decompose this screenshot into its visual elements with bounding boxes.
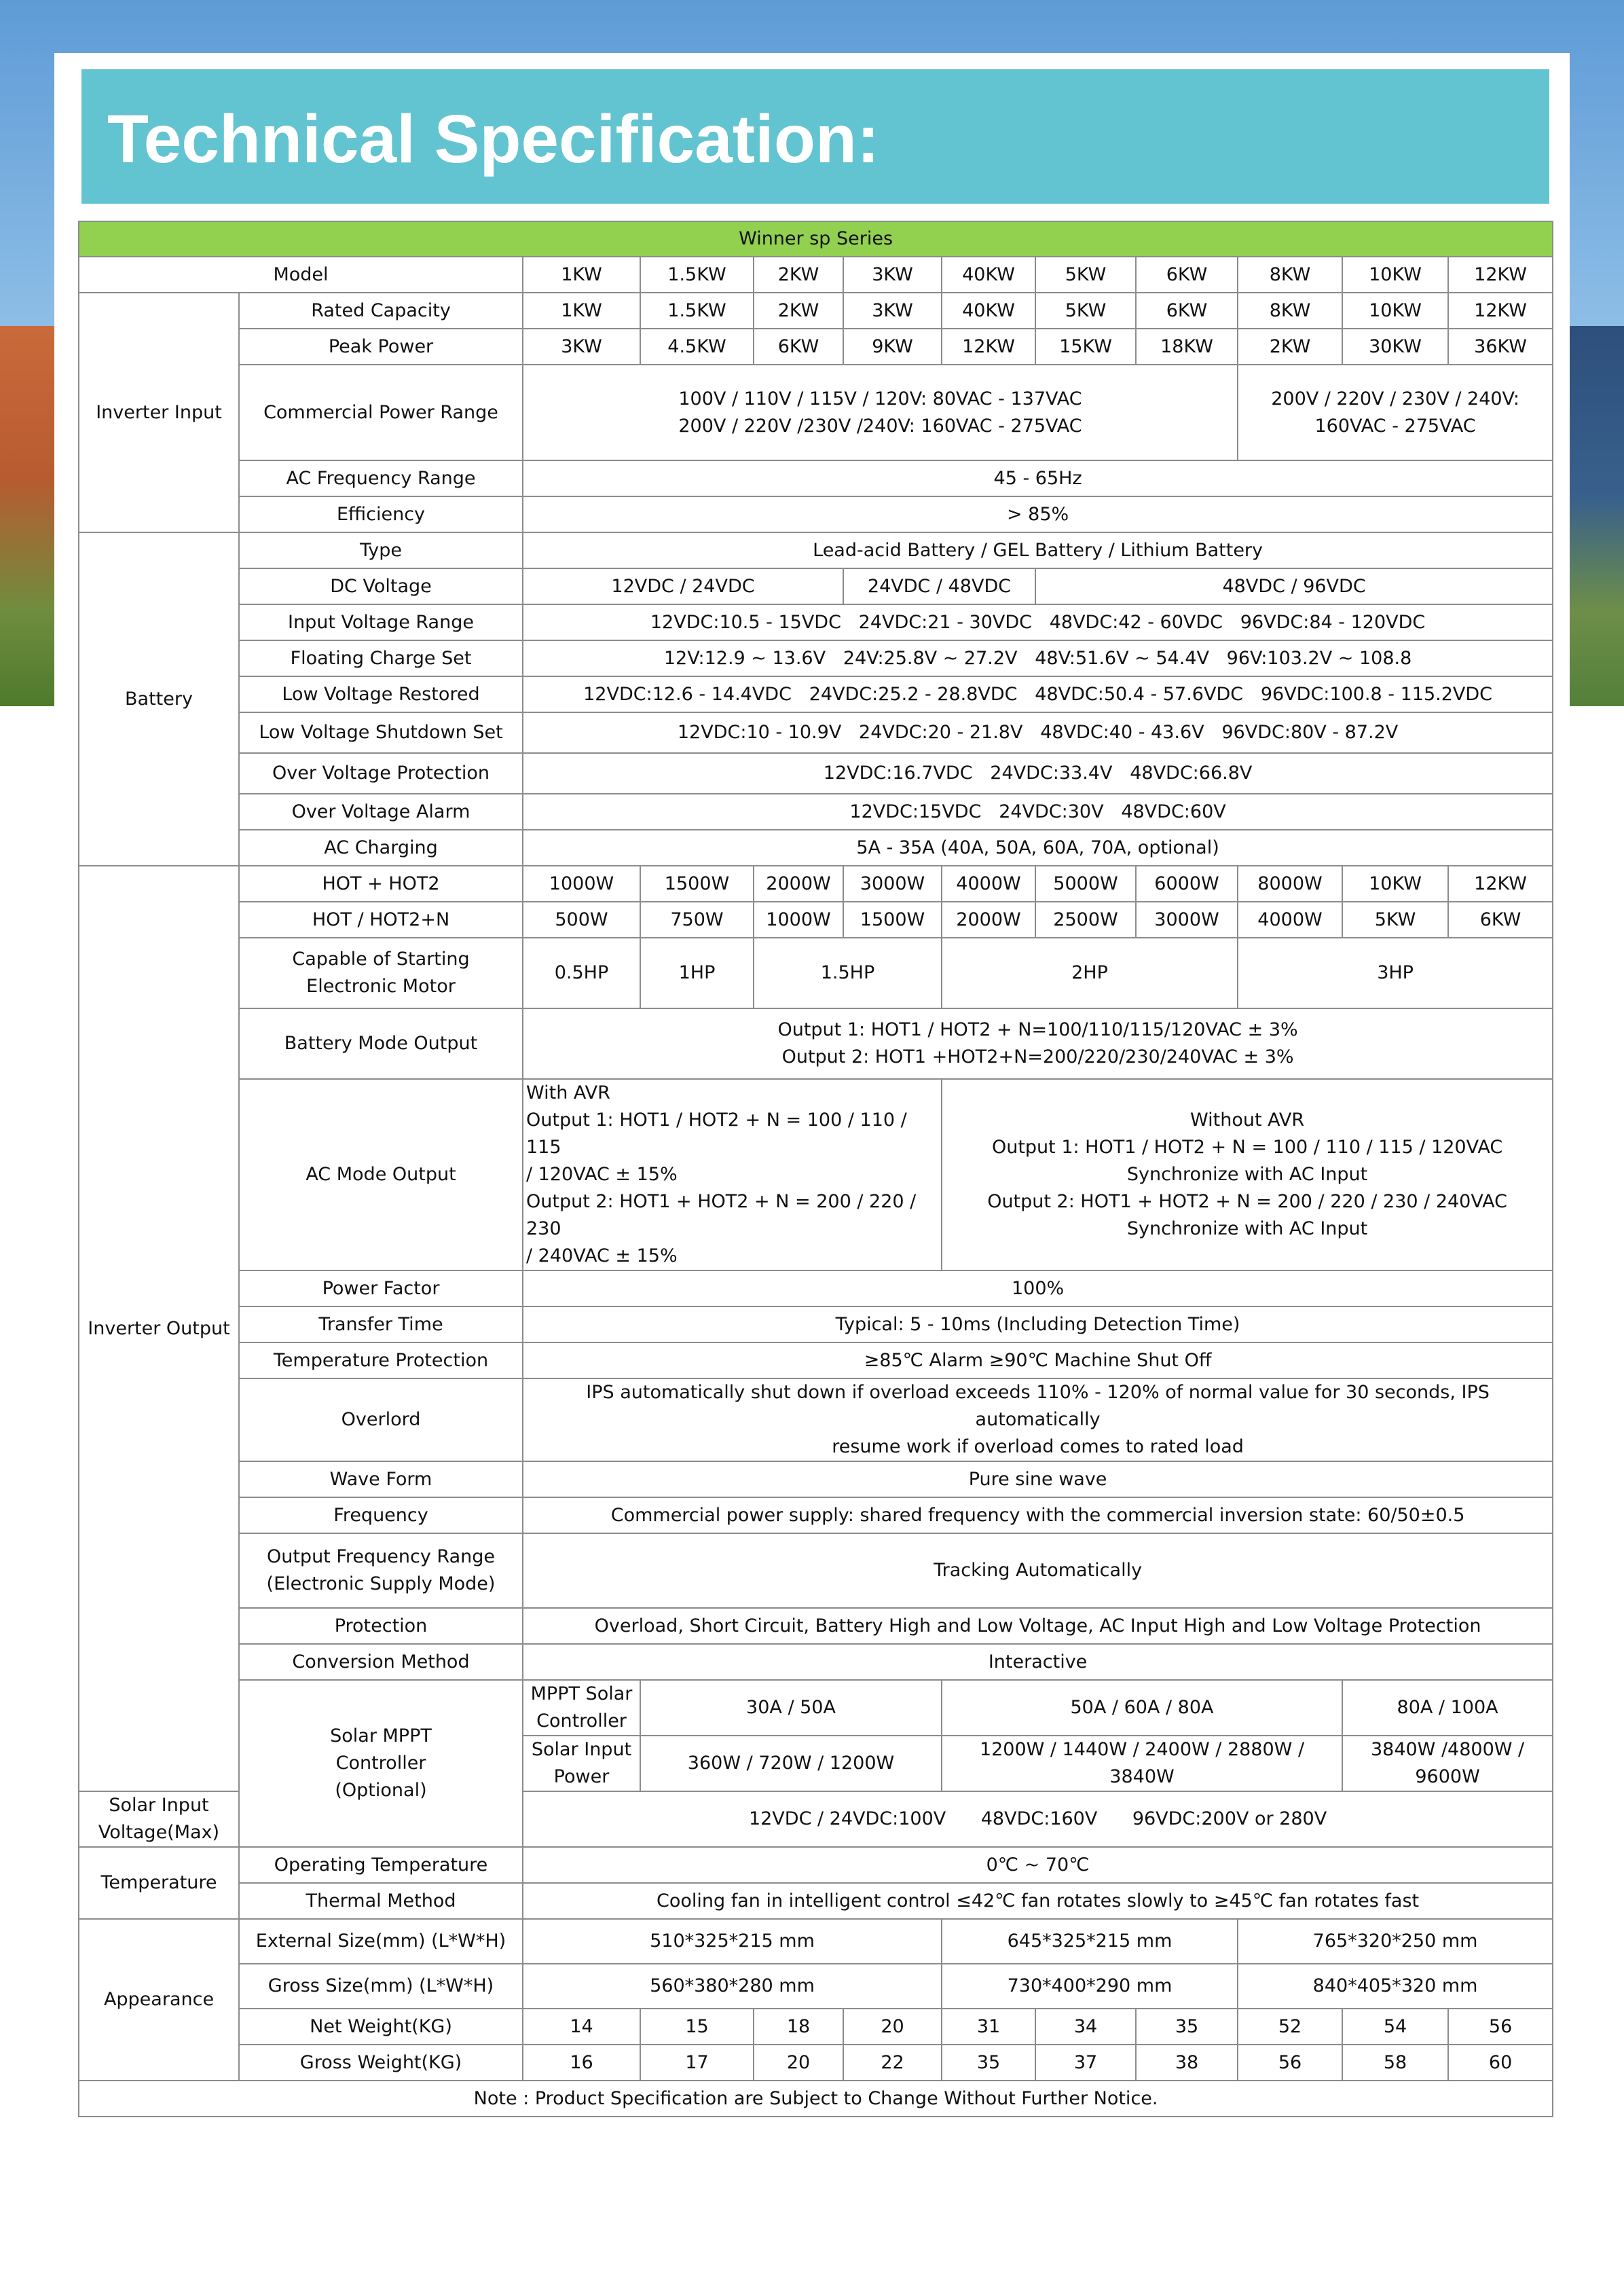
text-line: IPS automatically shut down if overload exceeds 110% - 120% of normal value for 30 seconds, IPS automatically bbox=[586, 1382, 1490, 1430]
cell: 1200W / 1440W / 2400W / 2880W / 3840W bbox=[942, 1736, 1342, 1791]
cell: 20 bbox=[754, 2045, 843, 2081]
text-line: Output 1: HOT1 / HOT2 + N=100/110/115/120VAC ± 3% bbox=[777, 1019, 1298, 1040]
row-label: Efficiency bbox=[239, 496, 523, 532]
text-line: Capable of Starting bbox=[292, 949, 470, 970]
table-row bbox=[79, 2009, 1553, 2045]
row-label: Conversion Method bbox=[239, 1644, 523, 1680]
group-appearance: Appearance bbox=[79, 1919, 239, 2081]
cell: 12KW bbox=[1448, 257, 1553, 293]
cell: Typical: 5 - 10ms (Including Detection Time) bbox=[523, 1306, 1553, 1342]
cell: 24VDC / 48VDC bbox=[843, 568, 1035, 604]
table-row bbox=[79, 293, 1553, 329]
row-label bbox=[239, 938, 523, 1008]
cell: 17 bbox=[640, 2045, 754, 2081]
text-line: (Optional) bbox=[335, 1780, 427, 1801]
cell: 12KW bbox=[942, 329, 1035, 365]
row-label: Net Weight(KG) bbox=[239, 2009, 523, 2045]
cell: 2KW bbox=[1238, 329, 1342, 365]
group-solar-mppt bbox=[239, 1680, 523, 1847]
cell: 22 bbox=[843, 2045, 942, 2081]
cell: Tracking Automatically bbox=[523, 1533, 1553, 1608]
cell: 360W / 720W / 1200W bbox=[640, 1736, 942, 1791]
cell: 1HP bbox=[640, 938, 754, 1008]
cell: 6KW bbox=[1448, 902, 1553, 938]
table-row bbox=[79, 1497, 1553, 1533]
model-row bbox=[79, 257, 1553, 293]
cell: 6KW bbox=[754, 329, 843, 365]
cell: 8KW bbox=[1238, 293, 1342, 329]
row-label: HOT + HOT2 bbox=[239, 866, 523, 902]
table-row bbox=[79, 496, 1553, 532]
cell: Pure sine wave bbox=[523, 1461, 1553, 1497]
cell: 12KW bbox=[1448, 293, 1553, 329]
group-inverter-input: Inverter Input bbox=[79, 293, 239, 532]
text-line: Controller bbox=[335, 1753, 426, 1774]
cell: 2500W bbox=[1035, 902, 1136, 938]
text-line: 200V / 220V / 230V / 240V: bbox=[1271, 388, 1519, 409]
text-line: With AVR bbox=[526, 1082, 610, 1103]
cell: 10KW bbox=[1342, 866, 1448, 902]
cell: Overload, Short Circuit, Battery High and Low Voltage, AC Input High and Low Voltage Protection bbox=[523, 1608, 1553, 1644]
background-solar-roof-right bbox=[1567, 326, 1624, 706]
cell: 5KW bbox=[1035, 257, 1136, 293]
cell: Commercial power supply: shared frequency with the commercial inversion state: 60/50±0.5 bbox=[523, 1497, 1553, 1533]
cell: 16 bbox=[523, 2045, 640, 2081]
cell bbox=[1238, 365, 1553, 460]
cell: 1500W bbox=[640, 866, 754, 902]
row-label: DC Voltage bbox=[239, 568, 523, 604]
cell: 12VDC:10 - 10.9V 24VDC:20 - 21.8V 48VDC:40 - 43.6V 96VDC:80V - 87.2V bbox=[523, 712, 1553, 753]
table-row bbox=[79, 1461, 1553, 1497]
row-label: Thermal Method bbox=[239, 1883, 523, 1919]
cell: 9KW bbox=[843, 329, 942, 365]
cell: 2000W bbox=[942, 902, 1035, 938]
cell: 560*380*280 mm bbox=[523, 1964, 942, 2009]
cell bbox=[523, 1378, 1553, 1461]
table-row bbox=[79, 938, 1553, 1008]
cell: Lead-acid Battery / GEL Battery / Lithium Battery bbox=[523, 532, 1553, 568]
text-line: Without AVR bbox=[1190, 1110, 1305, 1131]
text-line: Output 1: HOT1 / HOT2 + N = 100 / 110 / 115 bbox=[526, 1110, 907, 1158]
text-line: Synchronize with AC Input bbox=[1126, 1218, 1368, 1239]
background-house-left bbox=[0, 326, 57, 706]
table-row bbox=[79, 640, 1553, 676]
cell: 35 bbox=[1136, 2009, 1238, 2045]
cell: 45 - 65Hz bbox=[523, 460, 1553, 496]
cell: 48VDC / 96VDC bbox=[1035, 568, 1553, 604]
cell: 18 bbox=[754, 2009, 843, 2045]
cell: 6000W bbox=[1136, 866, 1238, 902]
table-row bbox=[79, 2045, 1553, 2081]
table-row bbox=[79, 532, 1553, 568]
cell: 3KW bbox=[523, 329, 640, 365]
row-label: Temperature Protection bbox=[239, 1342, 523, 1378]
table-row bbox=[79, 1378, 1553, 1461]
row-label: MPPT Solar Controller bbox=[523, 1680, 640, 1736]
cell: 5A - 35A (40A, 50A, 60A, 70A, optional) bbox=[523, 830, 1553, 866]
cell: 40KW bbox=[942, 257, 1035, 293]
row-label: Solar Input Voltage(Max) bbox=[79, 1791, 239, 1847]
cell: 3000W bbox=[1136, 902, 1238, 938]
cell: 52 bbox=[1238, 2009, 1342, 2045]
text-line: Output 2: HOT1 + HOT2 + N = 200 / 220 / 230 bbox=[526, 1191, 917, 1239]
cell: 5000W bbox=[1035, 866, 1136, 902]
cell: 1000W bbox=[754, 902, 843, 938]
cell bbox=[523, 1008, 1553, 1079]
group-temperature: Temperature bbox=[79, 1847, 239, 1919]
cell: 10KW bbox=[1342, 293, 1448, 329]
cell: 765*320*250 mm bbox=[1238, 1919, 1553, 1964]
row-label: Power Factor bbox=[239, 1270, 523, 1306]
cell: 12VDC:12.6 - 14.4VDC 24VDC:25.2 - 28.8VDC 48VDC:50.4 - 57.6VDC 96VDC:100.8 - 115.2VDC bbox=[523, 676, 1553, 712]
note-row bbox=[79, 2081, 1553, 2117]
cell: 18KW bbox=[1136, 329, 1238, 365]
cell: 3HP bbox=[1238, 938, 1553, 1008]
row-label: Low Voltage Restored bbox=[239, 676, 523, 712]
cell: 2KW bbox=[754, 257, 843, 293]
row-label: Overlord bbox=[239, 1378, 523, 1461]
cell: 0℃ ~ 70℃ bbox=[523, 1847, 1553, 1883]
row-label bbox=[239, 1533, 523, 1608]
page-title: Technical Specification: bbox=[107, 101, 880, 177]
cell: 1.5HP bbox=[754, 938, 942, 1008]
row-label: HOT / HOT2+N bbox=[239, 902, 523, 938]
cell: 12VDC:10.5 - 15VDC 24VDC:21 - 30VDC 48VDC:42 - 60VDC 96VDC:84 - 120VDC bbox=[523, 604, 1553, 640]
cell: 3000W bbox=[843, 866, 942, 902]
footnote: Note : Product Specification are Subject to Change Without Further Notice. bbox=[79, 2081, 1553, 2117]
cell: 840*405*320 mm bbox=[1238, 1964, 1553, 2009]
cell: 38 bbox=[1136, 2045, 1238, 2081]
series-row bbox=[79, 221, 1553, 257]
cell: 1KW bbox=[523, 293, 640, 329]
cell: 36KW bbox=[1448, 329, 1553, 365]
row-label: AC Mode Output bbox=[239, 1079, 523, 1270]
table-row bbox=[79, 753, 1553, 794]
cell: 54 bbox=[1342, 2009, 1448, 2045]
cell: 12VDC / 24VDC:100V 48VDC:160V 96VDC:200V or 280V bbox=[523, 1791, 1553, 1847]
cell: 5KW bbox=[1035, 293, 1136, 329]
row-label: Transfer Time bbox=[239, 1306, 523, 1342]
cell: 58 bbox=[1342, 2045, 1448, 2081]
cell: 35 bbox=[942, 2045, 1035, 2081]
table-row bbox=[79, 794, 1553, 830]
cell: 3KW bbox=[843, 293, 942, 329]
text-line: 100V / 110V / 115V / 120V: 80VAC - 137VAC bbox=[678, 388, 1082, 409]
text-line: Output 2: HOT1 + HOT2 + N = 200 / 220 / 230 / 240VAC bbox=[987, 1191, 1507, 1212]
cell: 56 bbox=[1448, 2009, 1553, 2045]
table-row bbox=[79, 712, 1553, 753]
text-line: Synchronize with AC Input bbox=[1126, 1164, 1368, 1185]
cell: 40KW bbox=[942, 293, 1035, 329]
text-line: Output 2: HOT1 +HOT2+N=200/220/230/240VAC ± 3% bbox=[781, 1046, 1294, 1067]
row-label: AC Frequency Range bbox=[239, 460, 523, 496]
cell: 8000W bbox=[1238, 866, 1342, 902]
cell: 12VDC:16.7VDC 24VDC:33.4V 48VDC:66.8V bbox=[523, 753, 1553, 794]
cell: 2KW bbox=[754, 293, 843, 329]
cell-with-avr bbox=[523, 1079, 942, 1270]
row-label: Model bbox=[79, 257, 523, 293]
table-row bbox=[79, 1847, 1553, 1883]
row-label: Gross Size(mm) (L*W*H) bbox=[239, 1964, 523, 2009]
cell: 3840W /4800W / 9600W bbox=[1342, 1736, 1553, 1791]
cell: 730*400*290 mm bbox=[942, 1964, 1238, 2009]
cell: 3KW bbox=[843, 257, 942, 293]
text-line: 200V / 220V /230V /240V: 160VAC - 275VAC bbox=[678, 415, 1082, 437]
table-row bbox=[79, 1079, 1553, 1270]
row-label: Operating Temperature bbox=[239, 1847, 523, 1883]
cell: 30KW bbox=[1342, 329, 1448, 365]
text-line: Output 1: HOT1 / HOT2 + N = 100 / 110 / 115 / 120VAC bbox=[991, 1137, 1503, 1158]
cell: 500W bbox=[523, 902, 640, 938]
cell: 12V:12.9 ~ 13.6V 24V:25.8V ~ 27.2V 48V:51.6V ~ 54.4V 96V:103.2V ~ 108.8 bbox=[523, 640, 1553, 676]
cell: 1000W bbox=[523, 866, 640, 902]
row-label: Rated Capacity bbox=[239, 293, 523, 329]
row-label: Type bbox=[239, 532, 523, 568]
cell: 60 bbox=[1448, 2045, 1553, 2081]
row-label: Peak Power bbox=[239, 329, 523, 365]
table-row bbox=[79, 568, 1553, 604]
row-label: Wave Form bbox=[239, 1461, 523, 1497]
row-label: Gross Weight(KG) bbox=[239, 2045, 523, 2081]
cell: 510*325*215 mm bbox=[523, 1919, 942, 1964]
table-row bbox=[79, 1883, 1553, 1919]
group-inverter-output: Inverter Output bbox=[79, 866, 239, 1791]
cell: > 85% bbox=[523, 496, 1553, 532]
cell: 56 bbox=[1238, 2045, 1342, 2081]
cell: 15 bbox=[640, 2009, 754, 2045]
cell: Interactive bbox=[523, 1644, 1553, 1680]
text-line: 160VAC - 275VAC bbox=[1314, 415, 1476, 437]
row-label: Input Voltage Range bbox=[239, 604, 523, 640]
cell: 12VDC / 24VDC bbox=[523, 568, 843, 604]
cell: 80A / 100A bbox=[1342, 1680, 1553, 1736]
cell: 8KW bbox=[1238, 257, 1342, 293]
cell: 12KW bbox=[1448, 866, 1553, 902]
cell: 34 bbox=[1035, 2009, 1136, 2045]
cell: 750W bbox=[640, 902, 754, 938]
table-row bbox=[79, 1306, 1553, 1342]
table-row bbox=[79, 830, 1553, 866]
row-label: Solar Input Power bbox=[523, 1736, 640, 1791]
table-row bbox=[79, 365, 1553, 460]
table-row bbox=[79, 866, 1553, 902]
table-row bbox=[79, 1680, 1553, 1736]
cell: 1.5KW bbox=[640, 293, 754, 329]
row-label: Low Voltage Shutdown Set bbox=[239, 712, 523, 753]
table-row bbox=[79, 460, 1553, 496]
table-row bbox=[79, 1342, 1553, 1378]
row-label: Over Voltage Protection bbox=[239, 753, 523, 794]
cell: 15KW bbox=[1035, 329, 1136, 365]
cell: 30A / 50A bbox=[640, 1680, 942, 1736]
table-row bbox=[79, 1919, 1553, 1964]
cell bbox=[523, 365, 1238, 460]
cell: 6KW bbox=[1136, 257, 1238, 293]
text-line: / 120VAC ± 15% bbox=[526, 1164, 678, 1185]
table-row bbox=[79, 1644, 1553, 1680]
cell: 14 bbox=[523, 2009, 640, 2045]
cell: 5KW bbox=[1342, 902, 1448, 938]
cell: 4000W bbox=[942, 866, 1035, 902]
cell: 1.5KW bbox=[640, 257, 754, 293]
cell: 1500W bbox=[843, 902, 942, 938]
text-line: Electronic Motor bbox=[306, 976, 456, 997]
cell-without-avr bbox=[942, 1079, 1553, 1270]
table-row bbox=[79, 902, 1553, 938]
cell: Cooling fan in intelligent control ≤42℃ fan rotates slowly to ≥45℃ fan rotates fast bbox=[523, 1883, 1553, 1919]
row-label: Battery Mode Output bbox=[239, 1008, 523, 1079]
text-line: resume work if overload comes to rated load bbox=[832, 1436, 1244, 1457]
cell: 12VDC:15VDC 24VDC:30V 48VDC:60V bbox=[523, 794, 1553, 830]
text-line: (Electronic Supply Mode) bbox=[266, 1573, 496, 1594]
table-row bbox=[79, 676, 1553, 712]
cell: 4.5KW bbox=[640, 329, 754, 365]
cell: 2000W bbox=[754, 866, 843, 902]
row-label: Frequency bbox=[239, 1497, 523, 1533]
row-label: External Size(mm) (L*W*H) bbox=[239, 1919, 523, 1964]
table-row bbox=[79, 1608, 1553, 1644]
table-row bbox=[79, 1964, 1553, 2009]
text-line: Output Frequency Range bbox=[266, 1546, 495, 1567]
cell: 100% bbox=[523, 1270, 1553, 1306]
row-label: AC Charging bbox=[239, 830, 523, 866]
cell: 0.5HP bbox=[523, 938, 640, 1008]
cell: 10KW bbox=[1342, 257, 1448, 293]
table-row bbox=[79, 604, 1553, 640]
row-label: Over Voltage Alarm bbox=[239, 794, 523, 830]
series-header: Winner sp Series bbox=[79, 221, 1553, 257]
cell: 1KW bbox=[523, 257, 640, 293]
cell: 50A / 60A / 80A bbox=[942, 1680, 1342, 1736]
cell: 6KW bbox=[1136, 293, 1238, 329]
text-line: / 240VAC ± 15% bbox=[526, 1245, 678, 1266]
cell: 4000W bbox=[1238, 902, 1342, 938]
cell: 31 bbox=[942, 2009, 1035, 2045]
cell: 37 bbox=[1035, 2045, 1136, 2081]
table-row bbox=[79, 1533, 1553, 1608]
table-row bbox=[79, 1270, 1553, 1306]
table-row bbox=[79, 1008, 1553, 1079]
group-battery: Battery bbox=[79, 532, 239, 866]
text-line: Solar MPPT bbox=[330, 1725, 432, 1746]
row-label: Protection bbox=[239, 1608, 523, 1644]
table-row bbox=[79, 329, 1553, 365]
cell: 20 bbox=[843, 2009, 942, 2045]
row-label: Floating Charge Set bbox=[239, 640, 523, 676]
row-label: Commercial Power Range bbox=[239, 365, 523, 460]
cell: 2HP bbox=[942, 938, 1238, 1008]
cell: ≥85℃ Alarm ≥90℃ Machine Shut Off bbox=[523, 1342, 1553, 1378]
cell: 645*325*215 mm bbox=[942, 1919, 1238, 1964]
spec-table bbox=[78, 221, 1553, 2117]
